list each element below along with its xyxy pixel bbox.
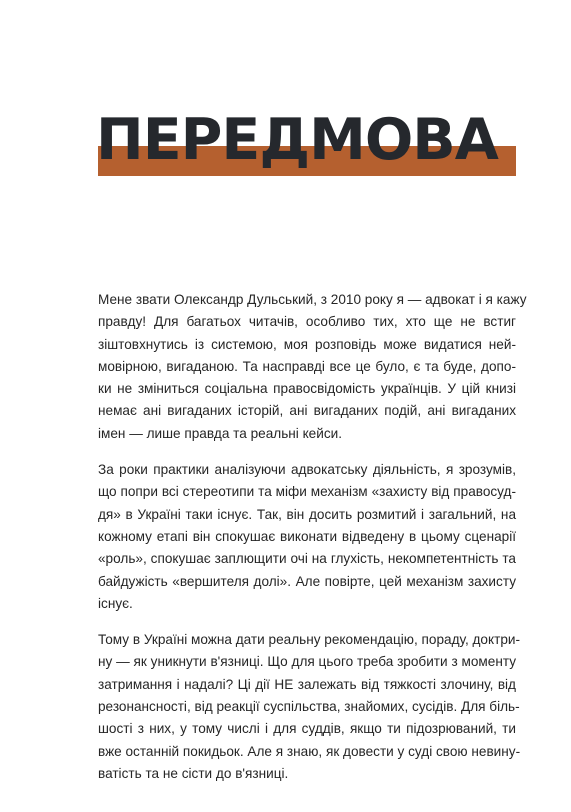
paragraph-3 — [98, 629, 521, 785]
paragraph-1 — [98, 289, 527, 445]
chapter-title: ПЕРЕДМОВА — [96, 107, 498, 173]
text-line: Тому в Україні можна дати реальну рекомендацію, пораду, доктри- — [98, 632, 521, 648]
text-line: зіштовхнутись із системою, моя розповідь може видатися ней- — [98, 336, 516, 352]
text-line: байдужість «вершителя долі». Але повірте, цей механізм захисту — [98, 573, 516, 589]
text-line: мовірною, вигаданою. Та насправді все це було, є та буде, допо- — [98, 358, 516, 374]
text-line: дя» в Україні таки існує. Так, він досить розмитий і загальний, на — [98, 506, 516, 522]
text-line: кожному етапі він спокушає виконати відведену в цьому сценарії — [98, 528, 516, 544]
text-line: імен — лише правда та реальні кейси. — [98, 425, 342, 441]
text-line: шості з них, у тому числі і для суддів, якщо ти підозрюваний, ти — [98, 721, 516, 737]
text-line: ки не зміниться соціальна правосвідомість українців. У цій книзі — [98, 381, 516, 397]
text-line: ватість та не сісти до в'язниці. — [98, 765, 289, 781]
text-line: що попри всі стереотипи та міфи механізм «захисту від правосуд- — [98, 484, 516, 500]
text-line: існує. — [98, 595, 133, 611]
text-line: За роки практики аналізуючи адвокатську діяльність, я зрозумів, — [98, 462, 516, 478]
text-line: немає ані вигаданих історій, ані вигаданих подій, ані вигаданих — [98, 403, 516, 419]
body-text — [98, 289, 527, 799]
chapter-heading — [98, 100, 518, 180]
text-line: вже останній покидьок. Але я знаю, як довести у суді свою невину- — [98, 743, 521, 759]
text-line: Мене звати Олександр Дульський, з 2010 року я — адвокат і я кажу — [98, 292, 527, 307]
text-line: резонансності, від реакції суспільства, знайомих, сусідів. Для біль- — [98, 699, 520, 715]
text-line: «роль», спокушає заплющити очі на глухість, некомпетентність та — [98, 551, 516, 567]
text-line: ну — як уникнути в'язниці. Що для цього треба зробити з моменту — [98, 654, 516, 670]
text-line: правду! Для багатьох читачів, особливо тих, хто ще не встиг — [98, 314, 516, 330]
text-line: затримання і надалі? Ці дії НЕ залежать від тяжкості злочину, від — [98, 676, 516, 692]
paragraph-2 — [98, 459, 516, 615]
